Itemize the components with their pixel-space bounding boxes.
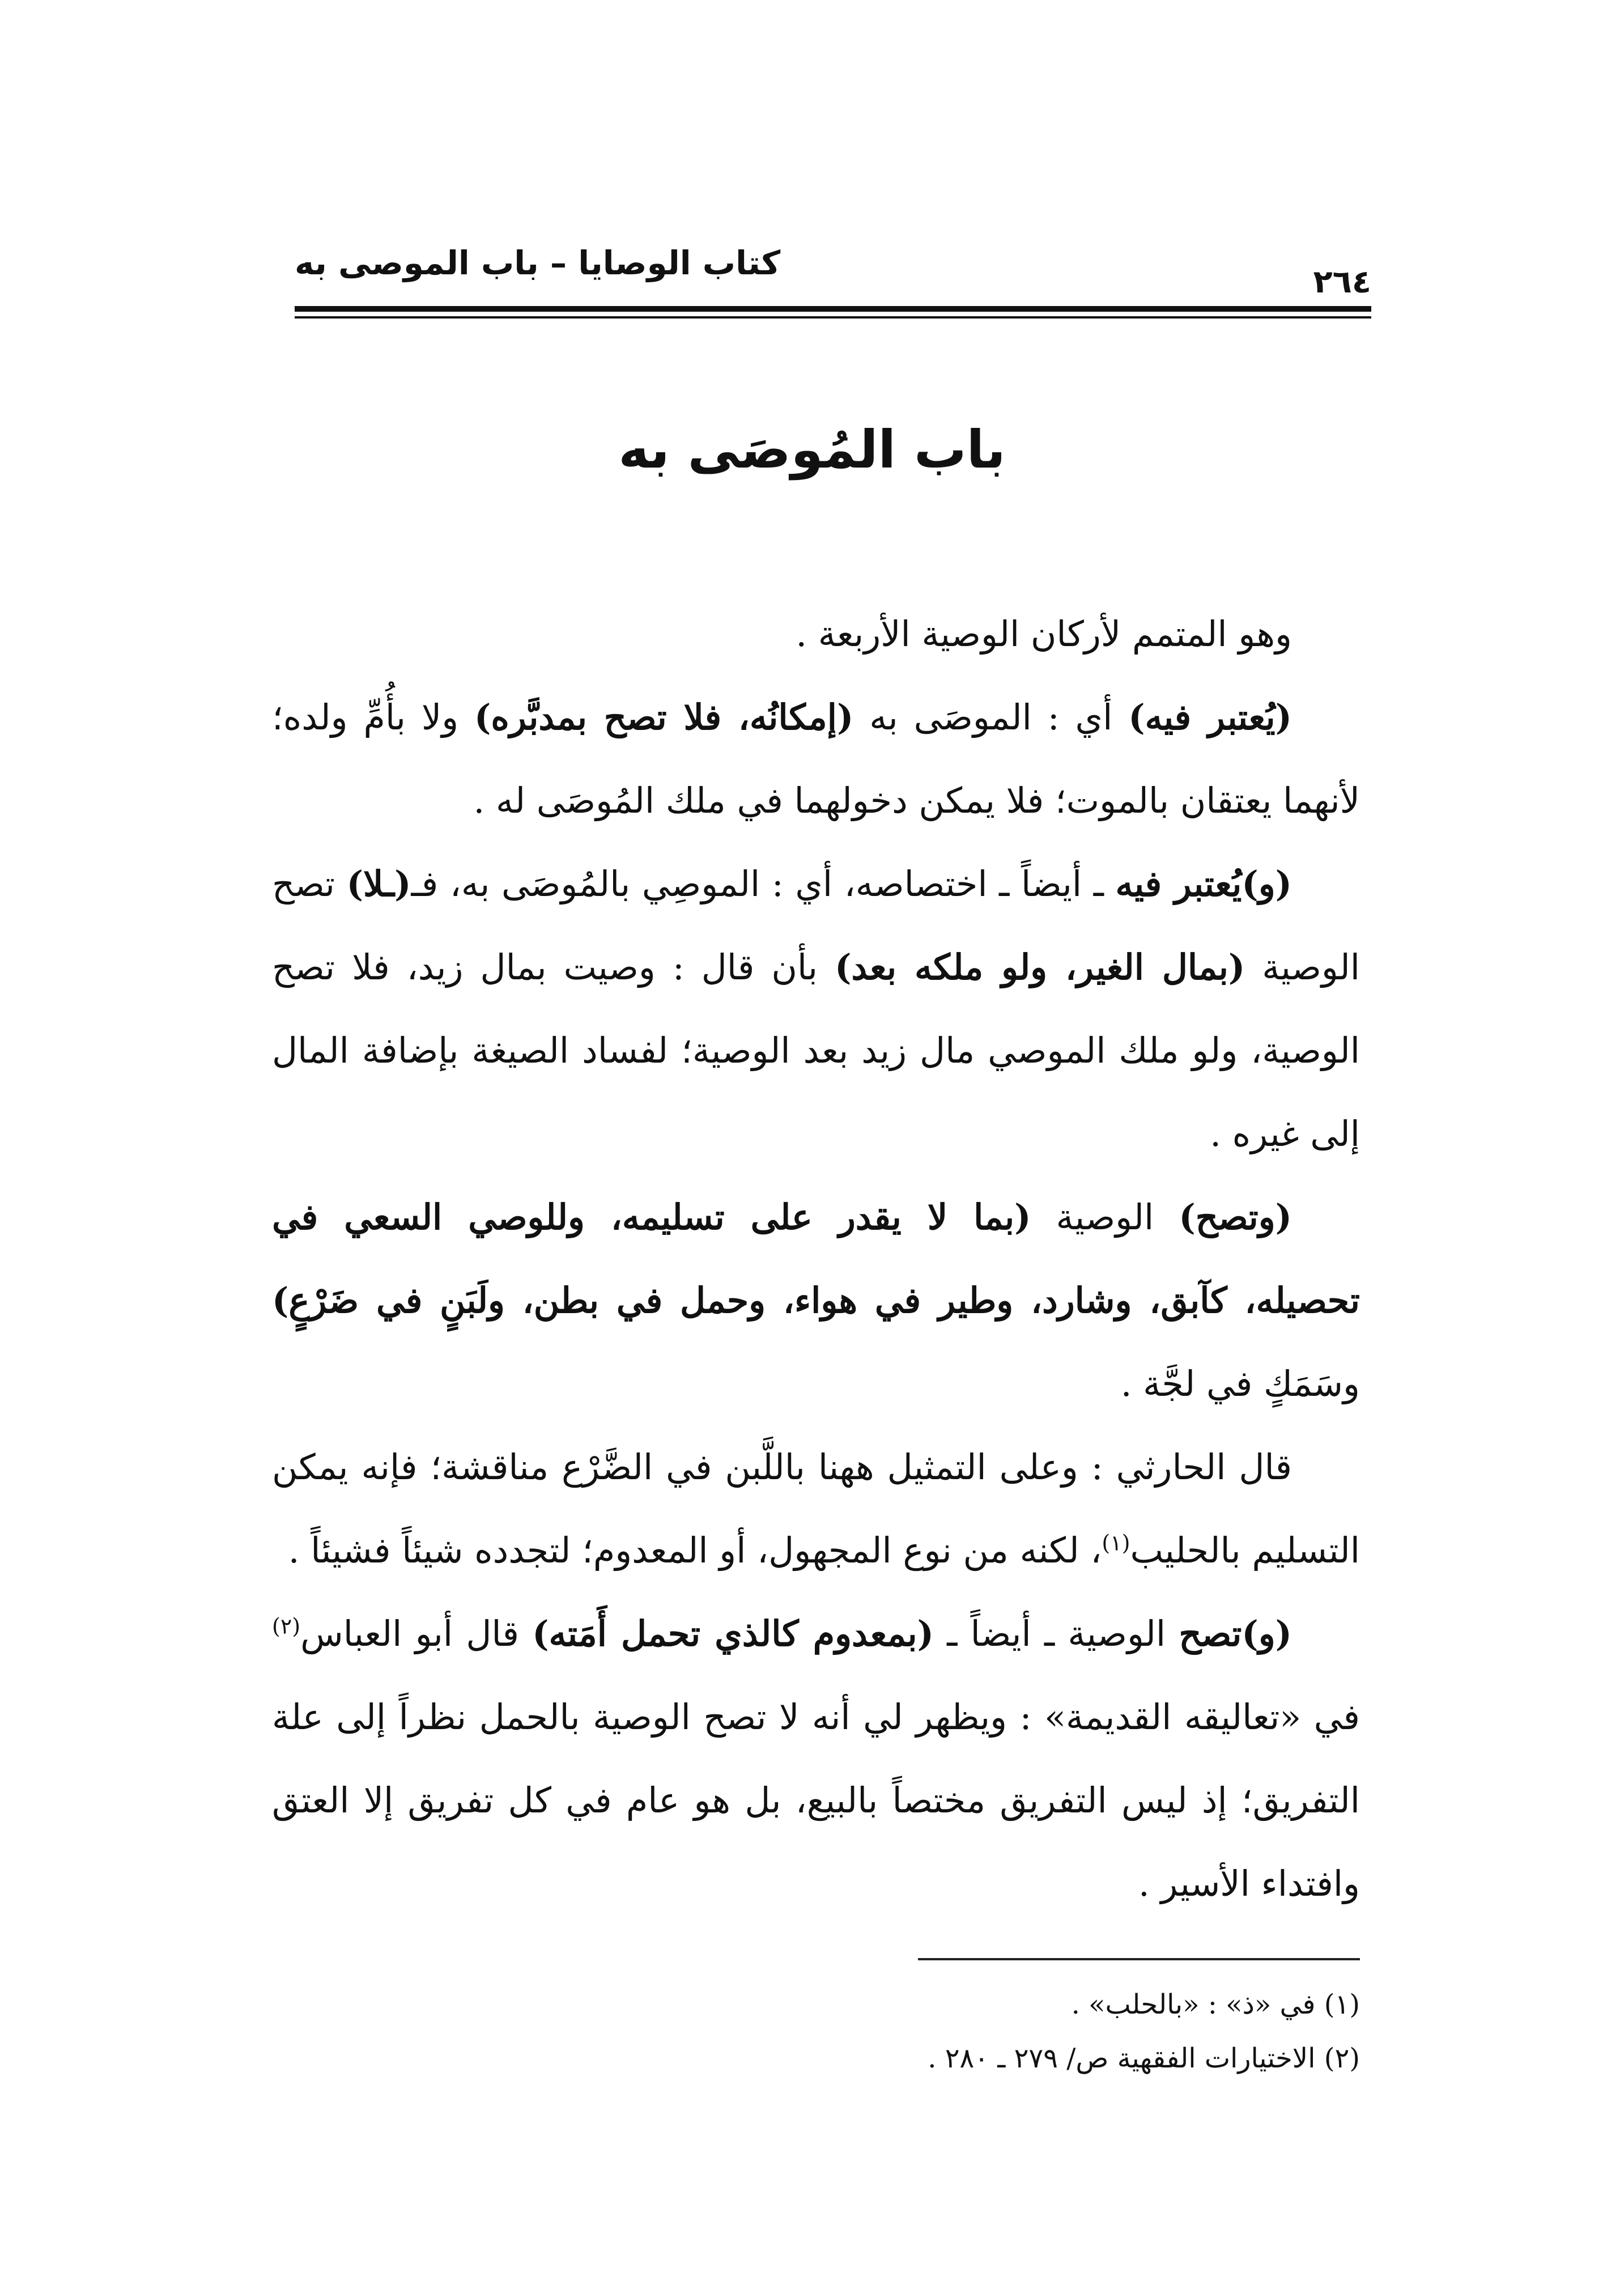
footnotes — [272, 1978, 1360, 2086]
matn-text: (يُعتبر فيه) — [1128, 697, 1292, 738]
sharh-text: قال الحارثي : وعلى التمثيل ههنا باللَّبن في الضَّرْع مناقشة؛ فإنه يمكن التسليم بالحليب — [272, 1446, 1360, 1571]
footnote-1: (١) في «ذ» : «بالحلب» . — [1071, 1989, 1360, 2020]
sharh-text: وهو المتمم لأركان الوصية الأربعة . — [796, 613, 1292, 655]
page-number: ٢٦٤ — [1313, 264, 1371, 300]
sharh-text: بأن قال : وصيت بمال زيد، فلا تصح الوصية، ولو ملك الموصي مال زيد بعد الوصية؛ لفساد الصيغة بإضافة المال إلى غيره . — [272, 946, 1360, 1154]
matn-text: (وتصح) — [1179, 1196, 1293, 1238]
sharh-text: في «تعاليقه القديمة» : ويظهر لي أنه لا تصح الوصية بالحمل نظراً إلى علة التفريق؛ إذ ليس التفريق مختصاً بالبيع، بل هو عام في كل تفريق إلا العتق وافتداء الأسير . — [272, 1696, 1360, 1904]
sharh-text: قال أبو العباس — [300, 1613, 533, 1654]
running-header — [295, 238, 1371, 323]
sharh-text: الوصية — [1031, 1196, 1179, 1238]
sharh-text: وسَمَكٍ في لجَّة . — [1120, 1363, 1360, 1404]
body-paragraph — [272, 1175, 1360, 1425]
matn-text: (بمال الغير، ولو ملكه بعد) — [835, 946, 1245, 988]
header-rule-thin — [295, 316, 1371, 319]
footnote-reference: (٢) — [272, 1613, 301, 1639]
chapter-title: باب المُوصَى به — [618, 419, 1006, 480]
running-header-title: كتاب الوصايا – باب الموصى به — [295, 244, 781, 282]
sharh-text: تصح الوصية — [272, 863, 1360, 988]
sharh-text: أي : الموصَى به — [853, 697, 1129, 738]
matn-text: (و)يُعتبر فيه — [1115, 863, 1292, 905]
sharh-text: ، لكنه من نوع المجهول، أو المعدوم؛ لتجدده شيئاً فشيئاً . — [288, 1530, 1102, 1571]
body-paragraph — [272, 842, 1360, 1175]
matn-text: (بمعدوم كالذي تحمل أَمَته) — [532, 1613, 934, 1654]
matn-text: (بما لا يقدر على تسليمه، وللوصي السعي في تحصيله، كآبق، وشارد، وطير في هواء، وحمل في بطن، ولَبَنٍ في ضَرْعٍ) — [272, 1196, 1360, 1321]
body-paragraph — [272, 676, 1360, 842]
footnote-reference: (١) — [1102, 1530, 1130, 1556]
footnote-rule — [918, 1958, 1360, 1960]
body-text — [272, 592, 1360, 1925]
sharh-text: الوصية ـ أيضاً ـ — [933, 1613, 1179, 1654]
body-paragraph — [272, 592, 1360, 676]
footnote-2: (٢) الاختيارات الفقهية ص/ ٢٧٩ ـ ٢٨٠ . — [928, 2043, 1360, 2074]
sharh-text: ـ أيضاً ـ اختصاصه، أي : الموصِي بالمُوصَى به، فـ — [411, 863, 1116, 905]
sharh-text: ولا بأُمِّ ولده؛ لأنهما يعتقان بالموت؛ فلا يمكن دخولهما في ملك المُوصَى له . — [272, 697, 1360, 821]
matn-text: (إمكانُه، فلا تصح بمدبَّره) — [474, 697, 854, 738]
body-paragraph — [272, 1425, 1360, 1592]
matn-text: (ـلا) — [346, 863, 411, 905]
matn-text: (و)تصح — [1179, 1613, 1292, 1654]
body-paragraph — [272, 1592, 1360, 1925]
header-rule — [295, 306, 1371, 312]
